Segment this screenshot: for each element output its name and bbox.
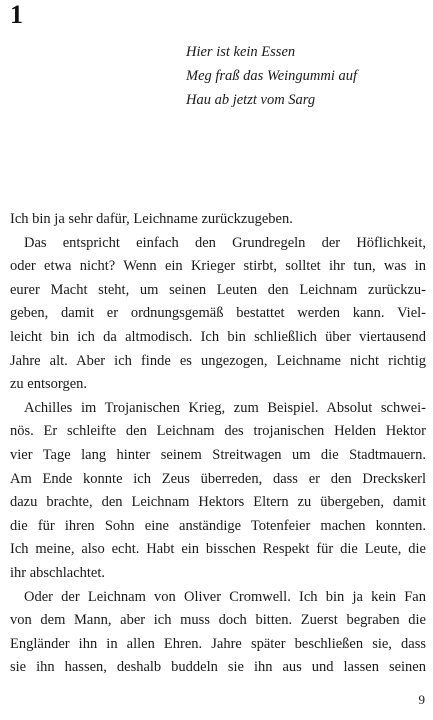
body-line: die für ihren Sohn eine anständige Totenfeier machen konnten. — [10, 517, 426, 534]
body-line: sie ihn hassen, deshalb buddeln sie ihn aus und lassen seinen — [10, 659, 426, 676]
body-line: Engländer ihn in allen Ehren. Jahre später beschließen sie, dass — [10, 635, 426, 652]
body-line: Oder der Leichnam von Oliver Cromwell. Ich bin ja kein Fan — [24, 588, 426, 605]
body-text — [10, 208, 426, 680]
body-line: Ich meine, also echt. Habt ein bisschen Respekt für die Leute, die — [10, 541, 426, 558]
body-line: vier Tage lang hinter seinem Streitwagen um die Stadtmauern. — [10, 446, 426, 463]
body-line: zu entsorgen. — [10, 376, 88, 393]
body-line: Achilles im Trojanischen Krieg, zum Beispiel. Absolut schwei- — [24, 399, 426, 416]
epigraph — [186, 40, 426, 112]
chapter-number: 1 — [10, 0, 23, 29]
epigraph-line: Hau ab jetzt vom Sarg — [186, 92, 316, 108]
body-line: Am Ende konnte ich Zeus überreden, dass er den Dreckskerl — [10, 470, 426, 487]
body-line: leicht bin ich da altmodisch. Ich bin schließlich über viertausend — [10, 328, 426, 345]
body-line: ihr abschlachtet. — [10, 564, 106, 581]
body-line: von dem Mann, aber ich muss doch bitten. Zuerst begraben die — [10, 612, 426, 629]
body-line: nös. Er schleifte den Leichnam des trojanischen Helden Hektor — [10, 423, 426, 440]
body-line: Ich bin ja sehr dafür, Leichname zurückzugeben. — [10, 211, 293, 227]
body-line: Das entspricht einfach den Grundregeln der Höflichkeit, — [24, 234, 426, 251]
body-line: Jahre alt. Aber ich finde es ungezogen, Leichname nicht richtig — [10, 352, 426, 369]
epigraph-line: Meg fraß das Weingummi auf — [186, 68, 358, 84]
body-line: geben, damit er ordnungsgemäß bestattet werden kann. Viel- — [10, 305, 426, 322]
body-line: dazu brachte, den Leichnam Hektors Eltern zu übergeben, damit — [10, 494, 426, 511]
body-line: eurer Macht steht, um seinen Leuten den Leichnam zurückzu- — [10, 281, 426, 298]
epigraph-line: Hier ist kein Essen — [186, 44, 296, 60]
page-number: 9 — [418, 692, 425, 707]
body-line: oder etwa nicht? Wenn ein Krieger stirbt, solltet ihr tun, was in — [10, 258, 426, 275]
